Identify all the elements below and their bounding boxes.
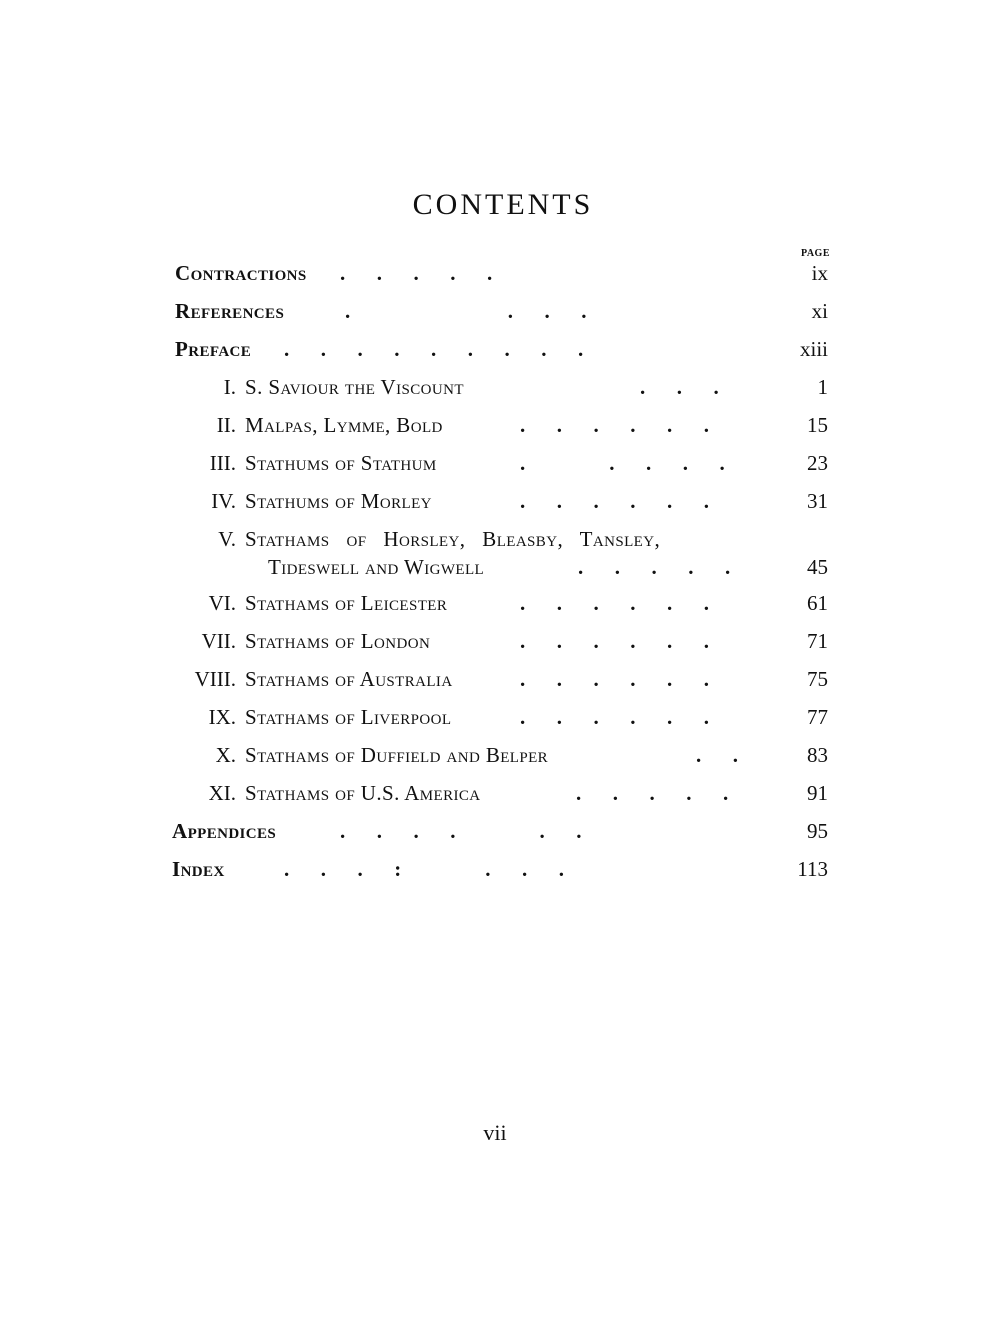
chapter-number: XI. xyxy=(208,781,236,805)
leader-dots: . . . . . xyxy=(578,555,731,579)
toc-entry-label: Index xyxy=(172,857,225,881)
toc-entry-chapter-8 xyxy=(0,660,1000,698)
toc-entry-label: Stathams of Leicester xyxy=(245,591,448,615)
toc-entry-chapter-9 xyxy=(0,698,1000,736)
toc-entry-label: Stathams of Australia xyxy=(245,667,453,691)
toc-page-number: xiii xyxy=(799,337,828,361)
toc-entry-chapter-4 xyxy=(0,482,1000,520)
toc-page-number: 95 xyxy=(807,819,828,843)
leader-dots: . . . xyxy=(640,375,719,399)
toc-page-number: ix xyxy=(811,261,828,285)
toc-page-number: xi xyxy=(811,299,828,323)
toc-entry-label: Malpas, Lymme, Bold xyxy=(245,413,443,437)
toc-entry-chapter-10 xyxy=(0,736,1000,774)
toc-entry-label: Tideswell and Wigwell xyxy=(268,555,485,579)
leader-dots: . . xyxy=(696,743,738,767)
toc-entry-chapter-7 xyxy=(0,622,1000,660)
toc-entry-references xyxy=(0,292,1000,330)
toc-entry-chapter-11 xyxy=(0,774,1000,812)
chapter-number: VIII. xyxy=(194,667,236,691)
leader-dots: . . . . . . xyxy=(520,667,709,691)
chapter-number: I. xyxy=(223,375,236,399)
chapter-number: IV. xyxy=(211,489,236,513)
leader-dots: . . . . . . xyxy=(520,413,709,437)
leader-dots: . . . : . . . xyxy=(284,857,564,881)
contents-heading: CONTENTS xyxy=(412,188,594,221)
toc-entry-label: Contractions xyxy=(175,261,307,285)
chapter-number: III. xyxy=(209,451,236,475)
chapter-number: X. xyxy=(215,743,236,767)
leader-dots: . . . . . . xyxy=(520,591,709,615)
toc-page-number: 75 xyxy=(807,667,828,691)
toc-entry-chapter-3 xyxy=(0,444,1000,482)
toc-entry-label: Stathams of Duffield and Belper xyxy=(245,743,549,767)
leader-dots: . . . . . . xyxy=(520,629,709,653)
toc-entry-label: Appendices xyxy=(172,819,277,843)
leader-dots: . . . . . . xyxy=(340,819,582,843)
chapter-number: IX. xyxy=(208,705,236,729)
leader-dots: . . . . . . xyxy=(520,489,709,513)
toc-page-number: 1 xyxy=(817,375,828,399)
leader-dots: . . . . . xyxy=(576,781,729,805)
toc-page-number: 71 xyxy=(807,629,828,653)
toc-entry-label: Stathams of London xyxy=(245,629,431,653)
toc-entry-label: Preface xyxy=(175,337,252,361)
toc-page-number: 83 xyxy=(807,743,828,767)
toc-page-number: 31 xyxy=(807,489,828,513)
toc-entry-label: S. Saviour the Viscount xyxy=(245,375,464,399)
leader-dots: . . . . xyxy=(345,299,587,323)
toc-entry-index xyxy=(0,850,1000,888)
leader-dots: . . . . . xyxy=(520,451,725,475)
chapter-number: V. xyxy=(218,527,236,551)
toc-entry-chapter-5-continued xyxy=(0,548,1000,586)
leader-dots: . . . . . . xyxy=(520,705,709,729)
toc-entry-chapter-6 xyxy=(0,584,1000,622)
toc-entry-appendices xyxy=(0,812,1000,850)
toc-entry-chapter-1 xyxy=(0,368,1000,406)
toc-page-number: 45 xyxy=(807,555,828,579)
toc-page-number: 61 xyxy=(807,591,828,615)
toc-entry-chapter-2 xyxy=(0,406,1000,444)
toc-entry-label: Stathams of Liverpool xyxy=(245,705,452,729)
toc-entry-label: Stathums of Morley xyxy=(245,489,432,513)
toc-page-number: 91 xyxy=(807,781,828,805)
toc-entry-label: Stathams of Horsley, Bleasby, Tansley, xyxy=(245,527,661,551)
page-column-label: PAGE xyxy=(800,248,830,259)
toc-entry-label: Stathams of U.S. America xyxy=(245,781,481,805)
leader-dots: . . . . . . . . . xyxy=(284,337,584,361)
toc-page-number: 15 xyxy=(807,413,828,437)
leader-dots: . . . . . xyxy=(340,261,493,285)
toc-page-number: 77 xyxy=(807,705,828,729)
toc-entry-label: Stathums of Stathum xyxy=(245,451,437,475)
toc-entry-contractions xyxy=(0,254,1000,292)
chapter-number: II. xyxy=(216,413,236,437)
toc-entry-preface xyxy=(0,330,1000,368)
chapter-number: VII. xyxy=(201,629,236,653)
toc-page-number: 23 xyxy=(807,451,828,475)
chapter-number: VI. xyxy=(208,591,236,615)
page-folio: vii xyxy=(483,1120,507,1145)
toc-entry-label: References xyxy=(175,299,285,323)
toc-page-number: 113 xyxy=(797,857,828,881)
